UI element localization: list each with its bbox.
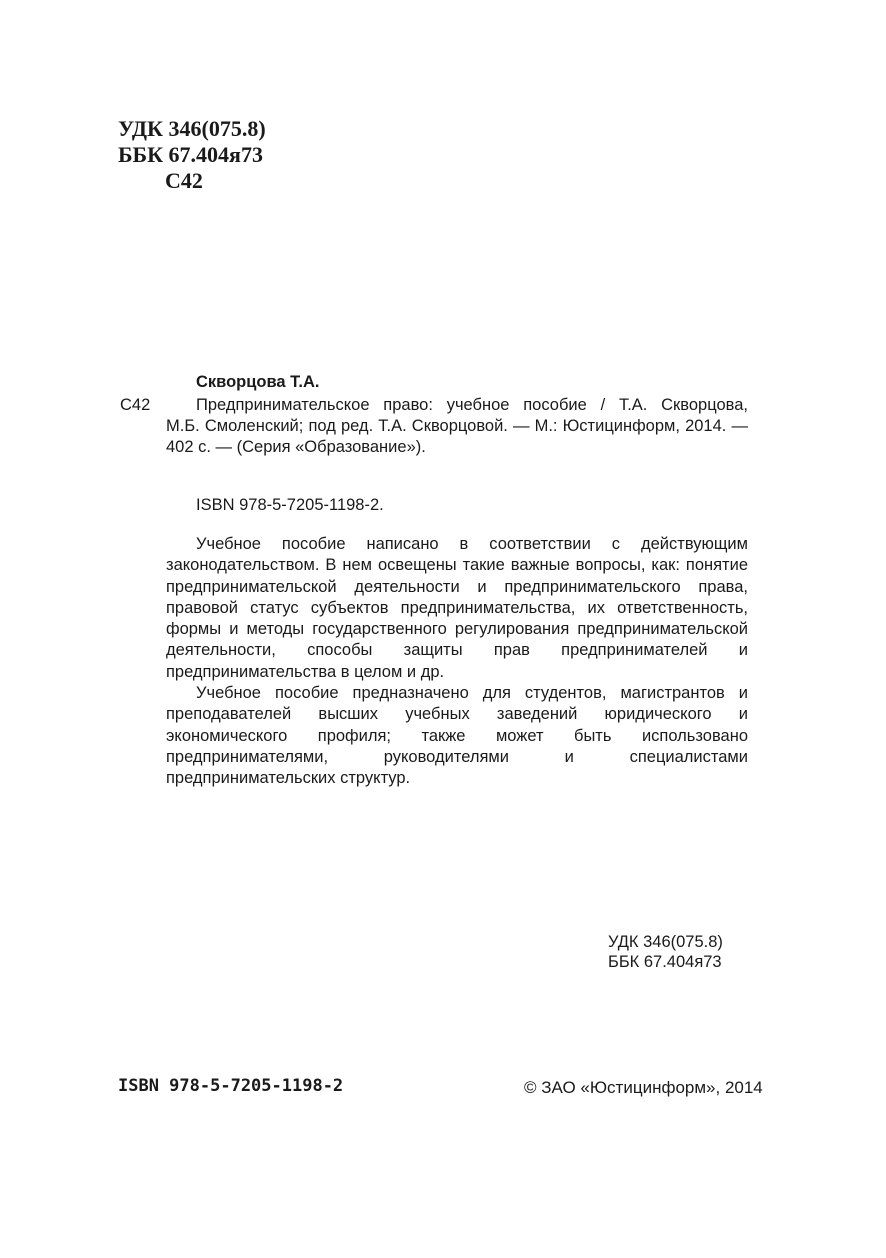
catalog-entry bbox=[120, 395, 748, 458]
catalog-isbn: ISBN 978-5-7205-1198-2. bbox=[196, 496, 384, 514]
author-mark: С42 bbox=[165, 168, 203, 193]
catalog-card bbox=[120, 372, 748, 458]
top-classification-codes bbox=[118, 116, 266, 194]
catalog-description-first-line: Предпринимательское право: учебное пособие / Т.А. Скворцова, bbox=[196, 396, 748, 414]
bottom-bbk-code: ББК 67.404я73 bbox=[608, 953, 722, 971]
bbk-code: ББК 67.404я73 bbox=[118, 142, 263, 167]
bottom-classification-codes bbox=[608, 932, 723, 972]
catalog-description: М.Б. Смоленский; под ред. Т.А. Скворцовой. — М.: Юстицинформ, 2014. — 402 с. — (Серия «Образование»). bbox=[166, 417, 748, 456]
catalog-author: Скворцова Т.А. bbox=[196, 373, 320, 391]
bottom-udk-code: УДК 346(075.8) bbox=[608, 933, 723, 951]
catalog-author-mark: С42 bbox=[120, 396, 151, 414]
annotation bbox=[166, 534, 748, 790]
udk-code: УДК 346(075.8) bbox=[118, 116, 266, 141]
annotation-paragraph: Учебное пособие написано в соответствии с действующим законодательством. В нем освещены такие важные вопросы, как: понятие предпринимательской деятельности и предпринимательского права, правовой статус субъектов предпринимательства, их ответственность, формы и методы государственного регулирования предпринимательской деятельности, способы защиты прав предпринимателей и предпринимательства в целом и др. bbox=[166, 535, 748, 681]
annotation-paragraph: Учебное пособие предназначено для студентов, магистрантов и преподавателей высших учебных заведений юридического и экономического профиля; также может быть использовано предпринимателями, руководителями и специалистами предпринимательских структур. bbox=[166, 684, 748, 788]
copyright-notice: © ЗАО «Юстицинформ», 2014 bbox=[524, 1078, 763, 1097]
footer-isbn: ISBN 978-5-7205-1198-2 bbox=[118, 1076, 344, 1096]
